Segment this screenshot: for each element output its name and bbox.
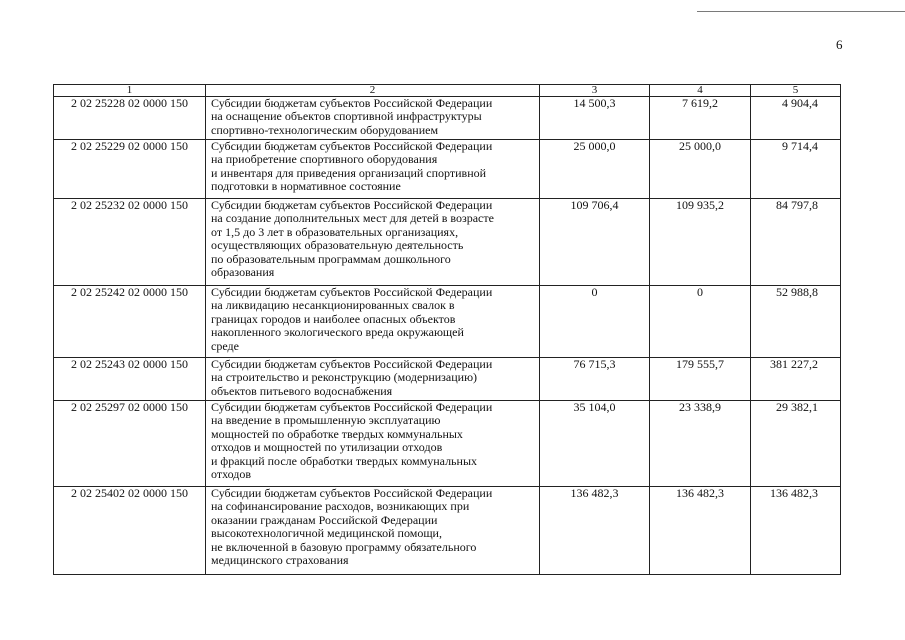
description-line: спортивно-технологическим оборудованием (211, 122, 439, 137)
description-line: на строительство и реконструкцию (модернизацию) (211, 370, 478, 385)
amount-col4-cell: 136 482,3 (650, 487, 751, 575)
table-row (54, 401, 841, 487)
description-line: медицинского страхования (211, 553, 349, 568)
description-line: на ликвидацию несанкционированных свалок в (211, 298, 455, 313)
description-line: границах городов и наиболее опасных объектов (211, 311, 456, 326)
description-line: на приобретение спортивного оборудования (211, 152, 438, 167)
description-line: осуществляющих образовательную деятельность (211, 238, 464, 253)
description-line: накопленного экологического вреда окружающей (211, 325, 464, 340)
amount-col5-cell: 29 382,1 (751, 401, 841, 487)
budget-code-cell: 2 02 25232 02 0000 150 (54, 199, 206, 286)
description-line: среде (211, 338, 239, 353)
amount-col5-cell: 4 904,4 (751, 97, 841, 140)
table-row (54, 286, 841, 358)
budget-code-cell: 2 02 25229 02 0000 150 (54, 140, 206, 199)
column-number-cell: 3 (540, 85, 650, 97)
description-line: объектов питьевого водоснабжения (211, 383, 393, 398)
amount-col3-cell: 109 706,4 (540, 199, 650, 286)
amount-col4-cell: 7 619,2 (650, 97, 751, 140)
column-number-cell: 2 (206, 85, 540, 97)
description-line: на введение в промышленную эксплуатацию (211, 413, 441, 428)
description-line: Субсидии бюджетам субъектов Российской Федерации (211, 96, 493, 110)
description-line: от 1,5 до 3 лет в образовательных организациях, (211, 224, 459, 239)
description-line: образования (211, 265, 275, 280)
description-line: Субсидии бюджетам субъектов Российской Федерации (211, 198, 493, 212)
amount-col5-cell: 136 482,3 (751, 487, 841, 575)
budget-code-cell: 2 02 25297 02 0000 150 (54, 401, 206, 487)
description-line: подготовки в нормативное состояние (211, 179, 401, 194)
page-number: 6 (836, 37, 843, 52)
amount-col4-cell: 23 338,9 (650, 401, 751, 487)
table-row (54, 199, 841, 286)
description-cell (206, 401, 540, 487)
budget-code-cell: 2 02 25402 02 0000 150 (54, 487, 206, 575)
description-line: Субсидии бюджетам субъектов Российской Федерации (211, 139, 493, 153)
amount-col3-cell: 136 482,3 (540, 487, 650, 575)
column-number-cell: 5 (751, 85, 841, 97)
description-line: отходов (211, 467, 252, 482)
amount-col3-cell: 25 000,0 (540, 140, 650, 199)
description-cell (206, 199, 540, 286)
column-number-cell: 1 (54, 85, 206, 97)
budget-table (53, 84, 841, 575)
table-row (54, 97, 841, 140)
amount-col5-cell: 381 227,2 (751, 358, 841, 401)
budget-code-cell: 2 02 25243 02 0000 150 (54, 358, 206, 401)
amount-col4-cell: 25 000,0 (650, 140, 751, 199)
table-row (54, 487, 841, 575)
description-line: мощностей по обработке твердых коммунальных (211, 426, 463, 441)
amount-col5-cell: 9 714,4 (751, 140, 841, 199)
description-line: отходов и мощностей по утилизации отходов (211, 440, 443, 455)
table-row (54, 358, 841, 401)
amount-col4-cell: 0 (650, 286, 751, 358)
description-line: Субсидии бюджетам субъектов Российской Федерации (211, 486, 493, 500)
description-line: высокотехнологичной медицинской помощи, (211, 526, 442, 541)
description-cell (206, 286, 540, 358)
amount-col5-cell: 84 797,8 (751, 199, 841, 286)
description-cell (206, 140, 540, 199)
amount-col4-cell: 179 555,7 (650, 358, 751, 401)
budget-table-body (54, 85, 841, 575)
column-number-cell: 4 (650, 85, 751, 97)
description-line: Субсидии бюджетам субъектов Российской Федерации (211, 357, 493, 371)
description-cell (206, 487, 540, 575)
description-line: на создание дополнительных мест для детей в возрасте (211, 211, 494, 226)
description-line: Субсидии бюджетам субъектов Российской Федерации (211, 400, 493, 414)
description-line: на софинансирование расходов, возникающих при (211, 499, 470, 514)
budget-code-cell: 2 02 25228 02 0000 150 (54, 97, 206, 140)
table-row (54, 140, 841, 199)
description-line: и фракций после обработки твердых коммунальных (211, 453, 478, 468)
description-line: оказании гражданам Российской Федерации (211, 512, 438, 527)
column-number-row (54, 85, 841, 97)
amount-col3-cell: 14 500,3 (540, 97, 650, 140)
amount-col3-cell: 35 104,0 (540, 401, 650, 487)
description-cell (206, 97, 540, 140)
description-line: и инвентаря для приведения организаций спортивной (211, 165, 487, 180)
amount-col5-cell: 52 988,8 (751, 286, 841, 358)
description-line: Субсидии бюджетам субъектов Российской Федерации (211, 285, 493, 299)
budget-code-cell: 2 02 25242 02 0000 150 (54, 286, 206, 358)
amount-col3-cell: 76 715,3 (540, 358, 650, 401)
description-cell (206, 358, 540, 401)
description-line: не включенной в базовую программу обязательного (211, 539, 477, 554)
amount-col4-cell: 109 935,2 (650, 199, 751, 286)
description-line: на оснащение объектов спортивной инфраструктуры (211, 109, 482, 124)
top-rule (697, 11, 905, 12)
description-line: по образовательным программам дошкольного (211, 251, 451, 266)
amount-col3-cell: 0 (540, 286, 650, 358)
